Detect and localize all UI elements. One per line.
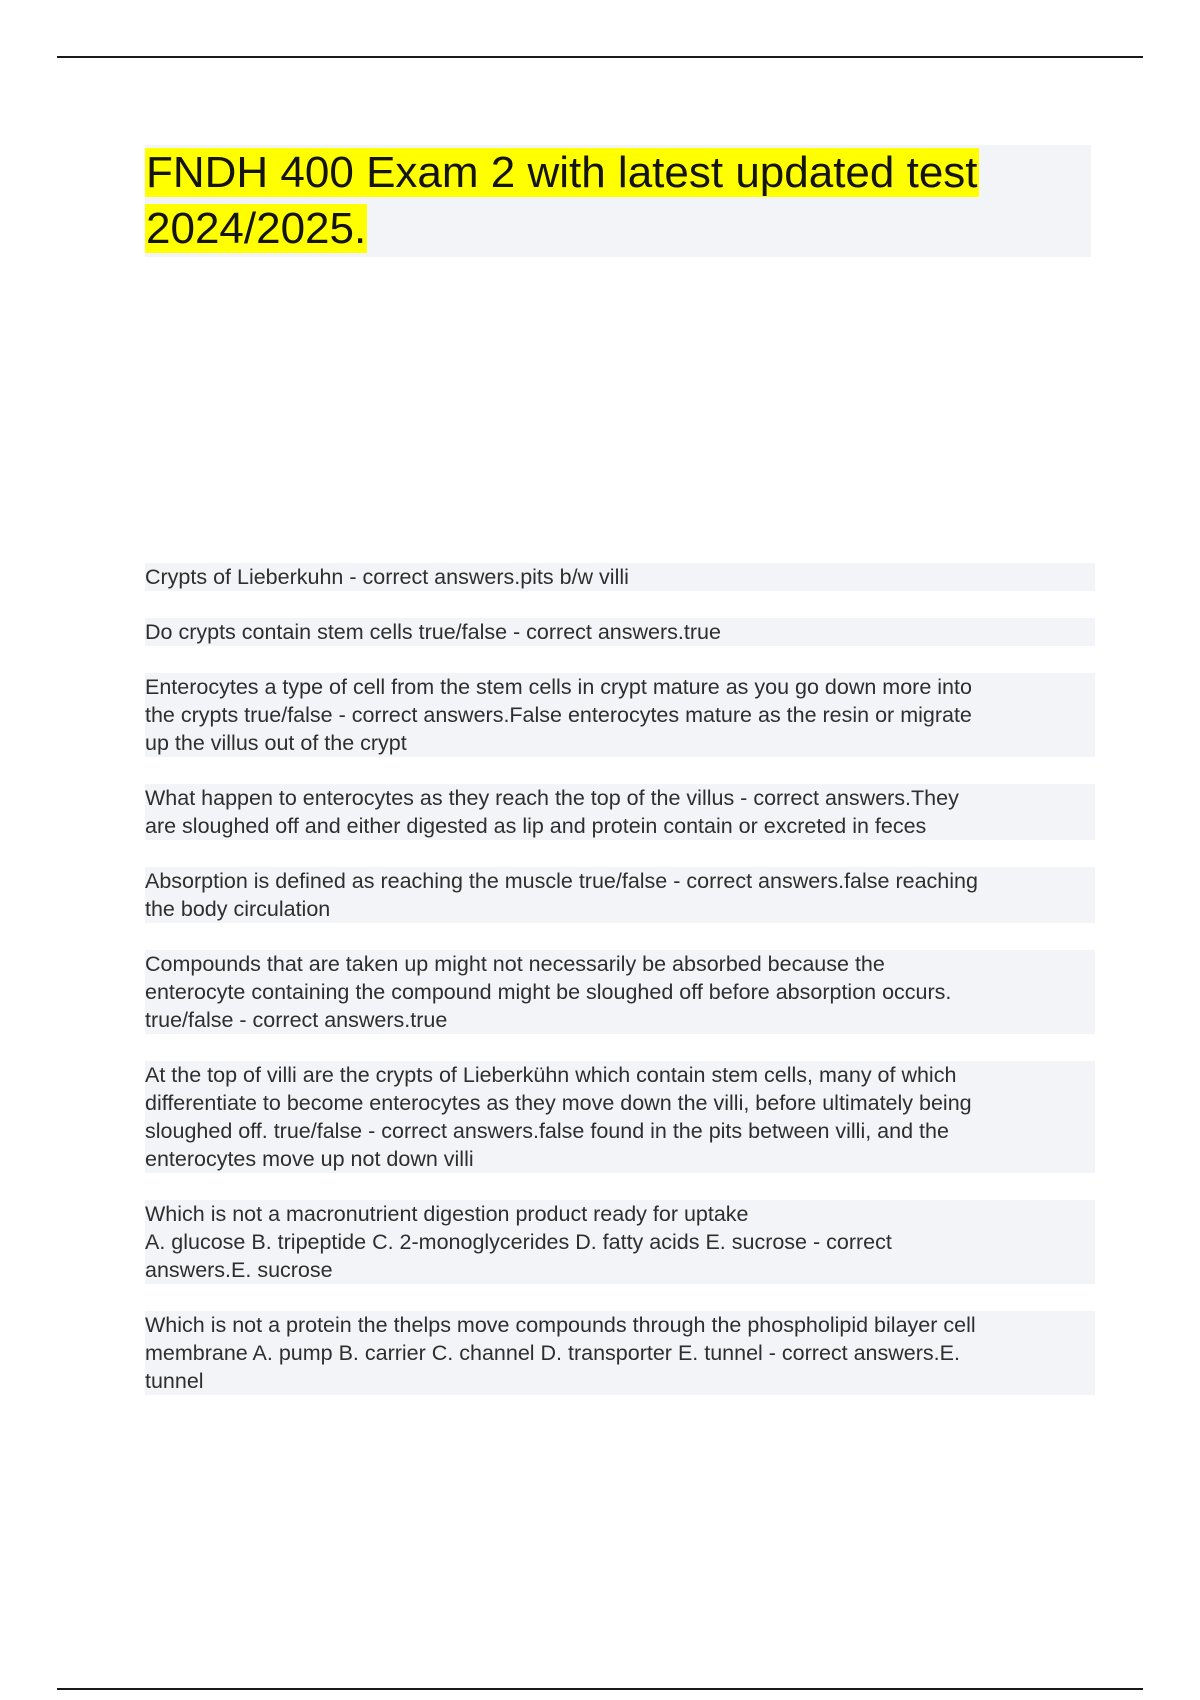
qa-line: Compounds that are taken up might not necessarily be absorbed because the — [145, 952, 885, 976]
qa-item — [145, 950, 1095, 1034]
qa-line: true/false - correct answers.true — [145, 1008, 448, 1032]
qa-item — [145, 784, 1095, 840]
qa-line: differentiate to become enterocytes as they move down the villi, before ultimately being — [145, 1091, 972, 1115]
qa-line: Do crypts contain stem cells true/false - correct answers.true — [145, 620, 721, 644]
title-line-2: 2024/2025. — [146, 204, 367, 253]
title-line-1: FNDH 400 Exam 2 with latest updated test — [146, 148, 978, 197]
qa-line: enterocyte containing the compound might be sloughed off before absorption occurs. — [145, 980, 952, 1004]
qa-line: enterocytes move up not down villi — [145, 1147, 474, 1171]
qa-item — [145, 563, 1095, 591]
qa-line: up the villus out of the crypt — [145, 731, 407, 755]
title-block — [145, 145, 1091, 257]
qa-line: Absorption is defined as reaching the muscle true/false - correct answers.false reaching — [145, 869, 978, 893]
qa-line: are sloughed off and either digested as lip and protein contain or excreted in feces — [145, 814, 927, 838]
qa-line: Enterocytes a type of cell from the stem cells in crypt mature as you go down more into — [145, 675, 972, 699]
qa-item — [145, 673, 1095, 757]
qa-line: Which is not a protein the thelps move compounds through the phospholipid bilayer cell — [145, 1313, 976, 1337]
qa-line: What happen to enterocytes as they reach the top of the villus - correct answers.They — [145, 786, 959, 810]
qa-line: Crypts of Lieberkuhn - correct answers.pits b/w villi — [145, 565, 629, 589]
qa-line: A. glucose B. tripeptide C. 2-monoglycerides D. fatty acids E. sucrose - correct — [145, 1230, 892, 1254]
qa-item — [145, 867, 1095, 923]
page-title — [145, 145, 1091, 257]
qa-item — [145, 1200, 1095, 1284]
qa-item — [145, 1061, 1095, 1173]
qa-line: answers.E. sucrose — [145, 1258, 333, 1282]
qa-item — [145, 1311, 1095, 1395]
qa-line: membrane A. pump B. carrier C. channel D. transporter E. tunnel - correct answers.E. — [145, 1341, 960, 1365]
qa-line: sloughed off. true/false - correct answers.false found in the pits between villi, and the — [145, 1119, 949, 1143]
qa-item — [145, 618, 1095, 646]
qa-line: the crypts true/false - correct answers.False enterocytes mature as the resin or migrate — [145, 703, 972, 727]
qa-line: At the top of villi are the crypts of Lieberkühn which contain stem cells, many of which — [145, 1063, 957, 1087]
footer-rule — [57, 1688, 1143, 1690]
qa-list — [145, 563, 1095, 1422]
qa-line: Which is not a macronutrient digestion product ready for uptake — [145, 1202, 749, 1226]
qa-line: the body circulation — [145, 897, 331, 921]
header-rule — [57, 56, 1143, 58]
qa-line: tunnel — [145, 1369, 204, 1393]
